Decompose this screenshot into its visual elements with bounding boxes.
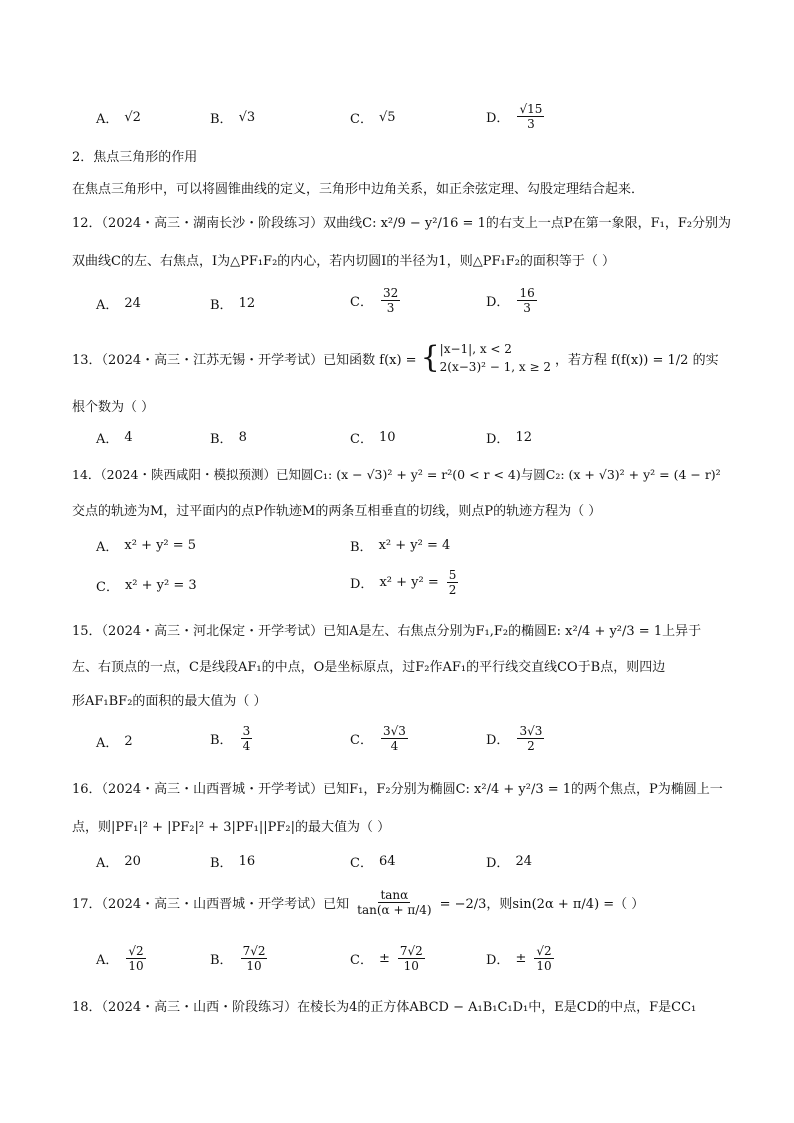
tan-fraction: $\frac{\tan\alpha}{\tan(\alpha + \pi/4)}$ [357, 888, 432, 917]
fraction: $\frac{3√3}{4}$ [382, 724, 406, 753]
q15-stem-line2: 左、右顶点的一点，C是线段AF₁的中点，O是坐标原点，过F₂作AF₁的平行线交直线CO于B点，则四边 [72, 660, 666, 675]
q16-stem-line1: 16．（2024・高三・山西晋城・开学考试）已知F₁，F₂分别为椭圆C: x²/4 + y²/3 = 1的两个焦点，P为椭圆上一 [72, 782, 723, 797]
q13-stem-line2: 根个数为（ ） [72, 400, 155, 415]
q14-option-d[interactable]: D． x² + y² = $\frac{5}{2}$ [350, 568, 457, 597]
q12-stem-line2: 双曲线C的左、右焦点，I为△PF₁F₂的内心，若内切圆I的半径为1，则△PF₁F₂的面积等于（ ） [72, 254, 616, 269]
q14-option-a[interactable]: A． x² + y² = 5 [96, 538, 197, 555]
q12-stem-line1: 12．（2024・高三・湖南长沙・阶段练习）双曲线C: x²/9 − y²/16 = 1的右支上一点P在第一象限，F₁，F₂分别为 [72, 216, 732, 231]
q17-option-b[interactable]: B． $\frac{7√2}{10}$ [210, 944, 266, 973]
q18-stem-line1: 18．（2024・高三・山西・阶段练习）在棱长为4的正方体ABCD − A₁B₁C₁D₁中，E是CD的中点，F是CC₁ [72, 1000, 697, 1015]
q14-options-row2 [96, 568, 756, 602]
q11-option-b[interactable]: B． √3 [210, 110, 256, 127]
fraction: $\frac{32}{3}$ [382, 286, 399, 315]
q13-option-a[interactable]: A． 4 [96, 430, 133, 447]
q11-option-c[interactable]: C． √5 [350, 110, 396, 127]
q12-option-c[interactable]: C． $\frac{32}{3}$ [350, 286, 399, 315]
q14-options-row1 [96, 536, 756, 570]
fraction: $\frac{√15}{3}$ [519, 102, 543, 131]
q17-option-a[interactable]: A． $\frac{√2}{10}$ [96, 944, 144, 973]
q16-stem-line2: 点，则|PF₁|² + |PF₂|² + 3|PF₁||PF₂|的最大值为（ ） [72, 820, 391, 835]
q17-option-d[interactable]: D． ± $\frac{√2}{10}$ [486, 944, 552, 973]
q14-option-b[interactable]: B． x² + y² = 4 [350, 538, 451, 555]
fraction: $\frac{√2}{10}$ [128, 944, 144, 973]
q15-option-c[interactable]: C． $\frac{3√3}{4}$ [350, 724, 406, 753]
q14-option-c[interactable]: C． x² + y² = 3 [96, 578, 197, 595]
q17-option-c[interactable]: C． ± $\frac{7√2}{10}$ [350, 944, 423, 973]
section-body: 在焦点三角形中，可以将圆锥曲线的定义，三角形中边角关系，如正余弦定理、勾股定理结合起来． [72, 182, 645, 197]
q15-options [96, 724, 756, 758]
brace-icon: { [420, 340, 440, 375]
q16-option-b[interactable]: B． 16 [210, 854, 256, 871]
fraction: $\frac{3}{4}$ [242, 724, 251, 753]
q16-option-c[interactable]: C． 64 [350, 854, 396, 871]
q17-stem: 17．（2024・高三・山西晋城・开学考试）已知 $\frac{\tan\alpha}{\tan(\alpha + \pi/4)}$ = −2/3，则sin(2α + π/4) =（ ） [72, 888, 645, 917]
q11-options [96, 102, 756, 136]
q11-option-a[interactable]: A． √2 [96, 110, 141, 127]
q16-option-d[interactable]: D． 24 [486, 854, 532, 871]
q13-option-b[interactable]: B． 8 [210, 430, 247, 447]
q16-options [96, 852, 756, 886]
q15-option-a[interactable]: A． 2 [96, 734, 133, 751]
piecewise-function: { |x−1|, x < 2 2(x−3)² − 1, x ≥ 2 [420, 340, 551, 375]
section-heading: 2．焦点三角形的作用 [72, 150, 198, 165]
q15-option-b[interactable]: B． $\frac{3}{4}$ [210, 724, 251, 753]
q14-stem-line2: 交点的轨迹为M，过平面内的点P作轨迹M的两条互相垂直的切线，则点P的轨迹方程为（ ） [72, 504, 602, 519]
q13-stem-line1: 13．（2024・高三・江苏无锡・开学考试）已知函数 f(x) = { |x−1|, x < 2 2(x−3)² − 1, x ≥ 2 ，若方程 f(f(x)) = 1/2 的实 [72, 340, 719, 375]
fraction: $\frac{7√2}{10}$ [242, 944, 266, 973]
q12-option-a[interactable]: A． 24 [96, 296, 141, 313]
fraction: $\frac{3√3}{2}$ [519, 724, 543, 753]
q16-option-a[interactable]: A． 20 [96, 854, 141, 871]
fraction: $\frac{√2}{10}$ [536, 944, 552, 973]
q13-options [96, 428, 756, 462]
fraction: $\frac{5}{2}$ [448, 568, 457, 597]
fraction: $\frac{16}{3}$ [519, 286, 535, 315]
q12-options [96, 286, 756, 320]
fraction: $\frac{7√2}{10}$ [399, 944, 423, 973]
q17-options [96, 944, 756, 978]
q15-stem-line1: 15．（2024・高三・河北保定・开学考试）已知A是左、右焦点分别为F₁,F₂的椭圆E: x²/4 + y²/3 = 1上异于 [72, 624, 702, 639]
q13-option-c[interactable]: C． 10 [350, 430, 396, 447]
q13-option-d[interactable]: D． 12 [486, 430, 532, 447]
q12-option-d[interactable]: D． $\frac{16}{3}$ [486, 286, 535, 315]
q14-stem-line1: 14．（2024・陕西咸阳・模拟预测）已知圆C₁: (x − √3)² + y² = r²(0 < r < 4)与圆C₂: (x + √3)² + y² = (4 − r)² [72, 467, 721, 482]
q15-option-d[interactable]: D． $\frac{3√3}{2}$ [486, 724, 543, 753]
q15-stem-line3: 形AF₁BF₂的面积的最大值为（ ） [72, 694, 267, 709]
q12-option-b[interactable]: B． 12 [210, 296, 256, 313]
q11-option-d[interactable]: D． $\frac{√15}{3}$ [486, 102, 543, 131]
